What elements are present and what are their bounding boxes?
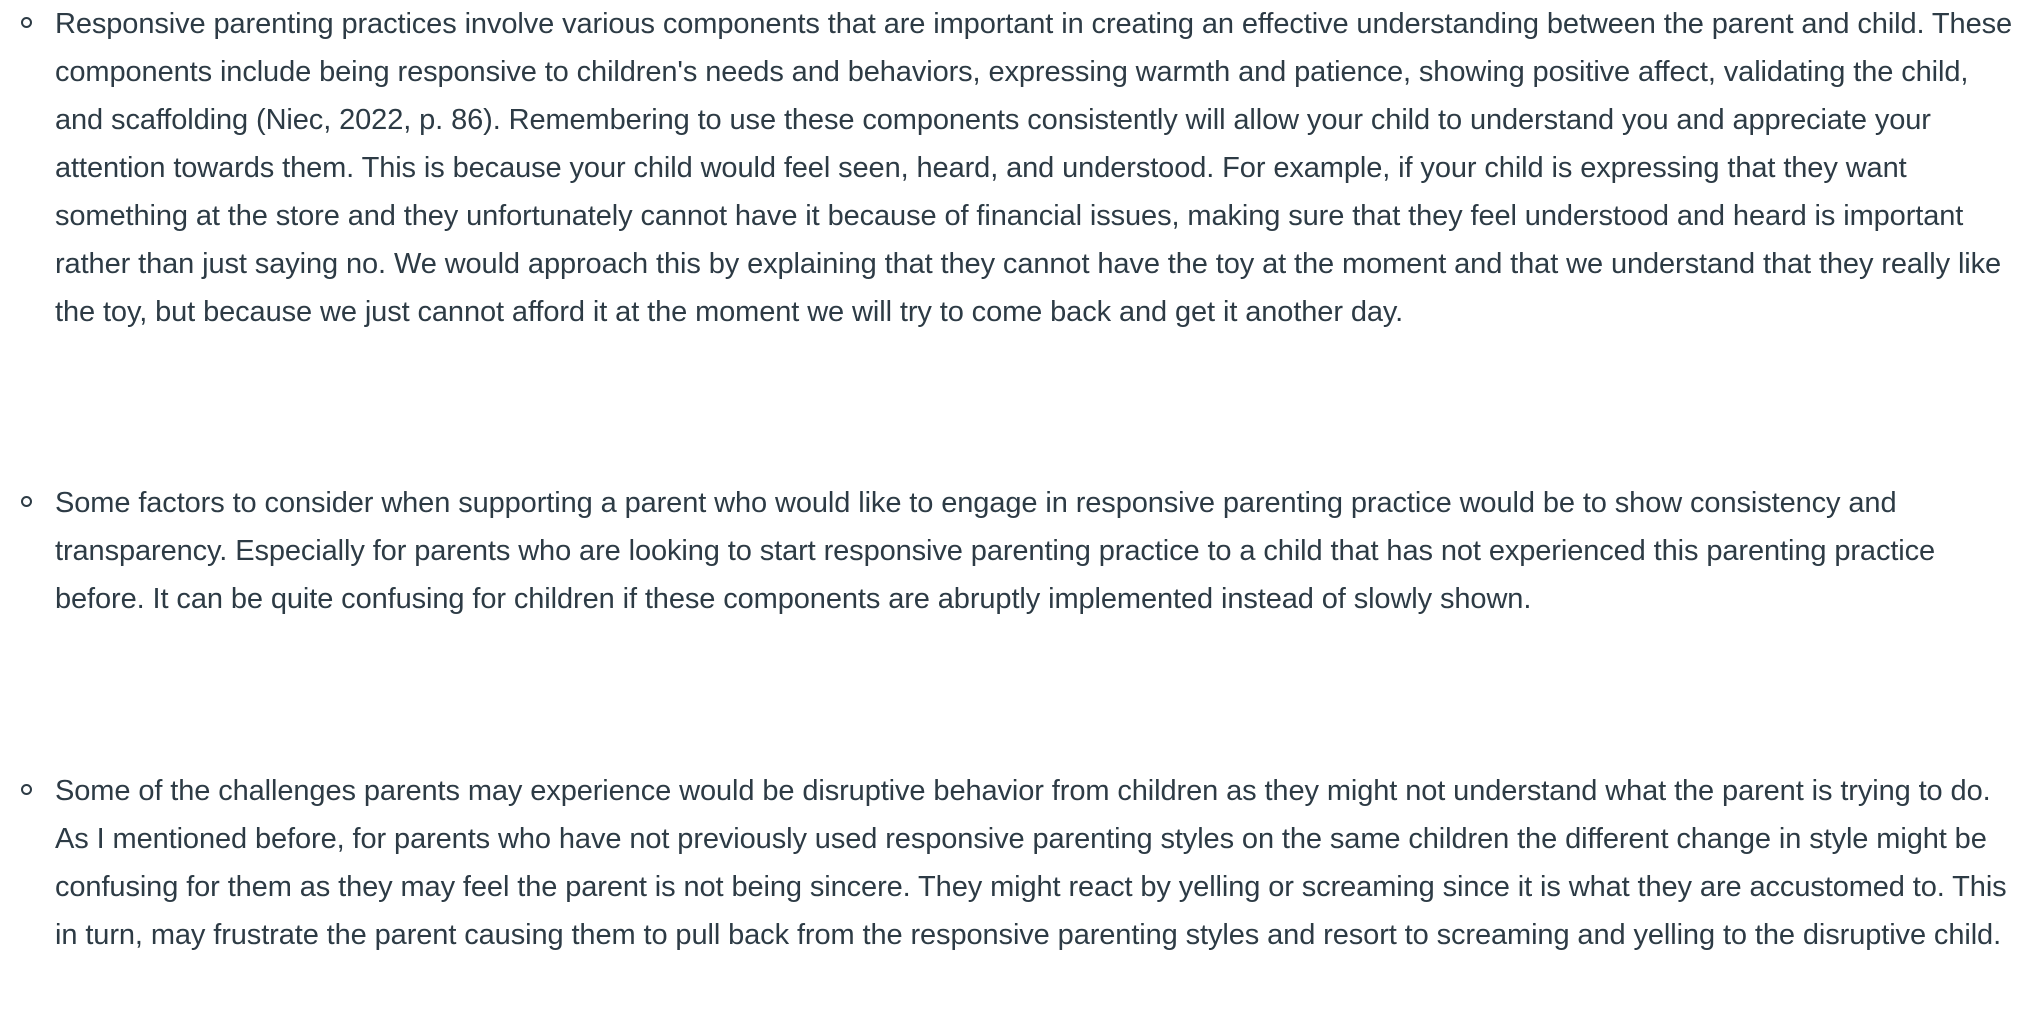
circle-bullet-icon [21, 17, 32, 28]
circle-bullet-icon [21, 496, 32, 507]
list-item [55, 479, 2020, 623]
list-item-text: Some factors to consider when supporting a parent who would like to engage in responsive parenting practice would be to show consistency and transparency. Especially for parents who are looking to start responsive parenting practice to a child that has not experienced this parenting practice before. It can be quite confusing for children if these components are abruptly implemented instead of slowly shown. [55, 487, 1936, 615]
list-item-text: Some of the challenges parents may experience would be disruptive behavior from children as they might not understand what the parent is trying to do. As I mentioned before, for parents who have not previously used responsive parenting styles on the same children the different change in style might be confusing for them as they may feel the parent is not being sincere. They might react by yelling or screaming since it is what they are accustomed to. This in turn, may frustrate the parent causing them to pull back from the responsive parenting styles and resort to screaming and yelling to the disruptive child. [55, 775, 2007, 951]
circle-bullet-icon [21, 784, 32, 795]
list-item-text: Responsive parenting practices involve various components that are important in creating an effective understanding between the parent and child. These components include being responsive to children's needs and behaviors, expressing warmth and patience, showing positive affect, validating the child, and scaffolding (Niec, 2022, p. 86). Remembering to use these components consistently will allow your child to understand you and appreciate your attention towards them. This is because your child would feel seen, heard, and understood. For example, if your child is expressing that they want something at the store and they unfortunately cannot have it because of financial issues, making sure that they feel understood and heard is important rather than just saying no. We would approach this by explaining that they cannot have the toy at the moment and that we understand that they really like the toy, but because we just cannot afford it at the moment we will try to come back and get it another day. [55, 8, 2013, 328]
list-item [55, 767, 2020, 959]
list-item [55, 0, 2020, 336]
